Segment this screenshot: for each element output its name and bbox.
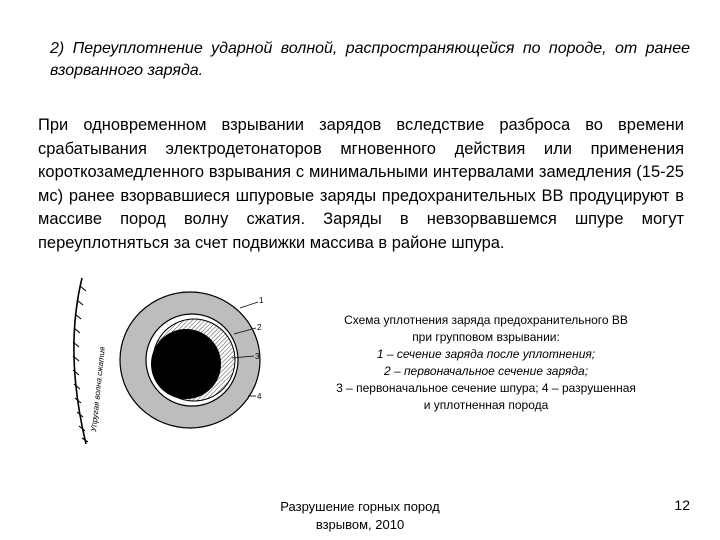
footer-title bbox=[260, 498, 460, 534]
wave-label: Упругая волна сжатия bbox=[89, 346, 107, 433]
caption-item-4-cont: и уплотненная порода bbox=[423, 398, 549, 412]
caption-subtitle: при групповом взрывании: bbox=[412, 330, 560, 344]
diagram-svg bbox=[62, 272, 278, 450]
caption-item-1: 1 – сечение заряда после уплотнения; bbox=[376, 347, 596, 361]
body-paragraph: При одновременном взрывании зарядов вследствие разброса во времени срабатывания электродетонаторов мгновенного действия или применения короткозамедленного взрывания с минимальными интервалами замедления (15-25 мс) ранее взорвавшиеся шпуровые заряды предохранительных ВВ продуцируют в массиве пород волну сжатия. Заряды в невзорвавшемся шпуре могут переуплотняться за счет подвижки массива в районе шпура. bbox=[38, 116, 684, 252]
figure-caption bbox=[296, 312, 676, 414]
callout-4: 4 bbox=[257, 392, 262, 401]
callout-2: 2 bbox=[257, 323, 262, 332]
caption-item-2: 2 – первоначальное сечение заряда; bbox=[383, 364, 589, 378]
page-number: 12 bbox=[674, 497, 690, 513]
slide-heading: 2) Переуплотнение ударной волной, распространяющейся по породе, от ранее взорванного заряда. bbox=[50, 40, 690, 79]
caption-item-3-4: 3 – первоначальное сечение шпура; 4 – разрушенная bbox=[336, 381, 636, 395]
compacted-charge-section bbox=[151, 329, 221, 399]
charge-compaction-diagram bbox=[62, 272, 278, 450]
callout-1: 1 bbox=[259, 296, 264, 305]
callout-3: 3 bbox=[255, 352, 260, 361]
footer-line-1: Разрушение горных пород bbox=[280, 499, 440, 514]
caption-title: Схема уплотнения заряда предохранительного ВВ bbox=[344, 313, 628, 327]
footer-line-2: взрывом, 2010 bbox=[315, 517, 405, 532]
